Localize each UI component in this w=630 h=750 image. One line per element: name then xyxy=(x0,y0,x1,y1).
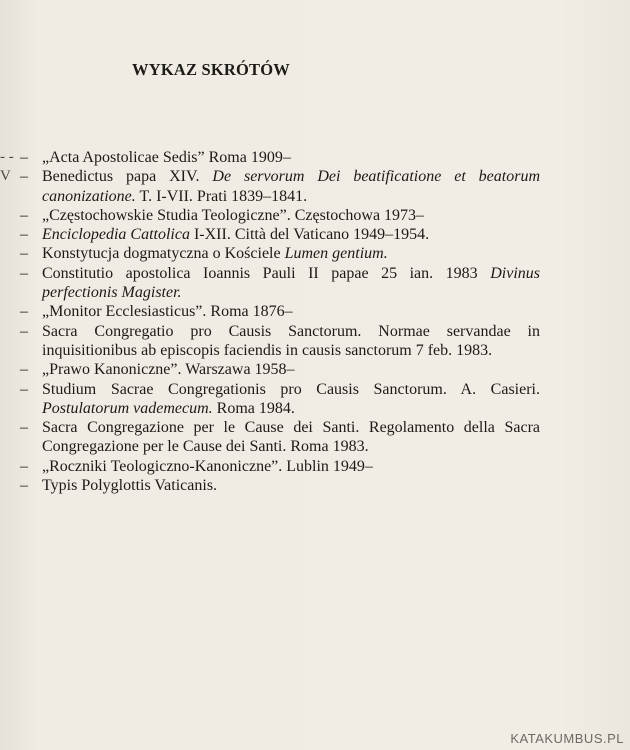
abbreviation-entry xyxy=(20,167,540,206)
abbreviation-entry xyxy=(20,322,540,361)
entry-text: T. I-VII. Prati 1839–1841. xyxy=(135,187,308,205)
abbreviation-entry xyxy=(20,457,540,476)
entry-text: Constitutio apostolica Ioannis Pauli II papae 25 ian. 1983 xyxy=(42,264,491,282)
entry-text-italic: Postulatorum vademecum. xyxy=(42,399,213,417)
entry-dash: – xyxy=(20,168,28,186)
entry-text: Benedictus papa XIV. xyxy=(42,168,213,186)
entry-text-italic: De servorum Dei beatificatione et beatorum canonizatione. xyxy=(42,168,541,205)
entry-text: „Prawo Kanoniczne”. Warszawa 1958– xyxy=(42,361,295,379)
entry-text: Konstytucja dogmatyczna o Kościele xyxy=(42,245,285,263)
entry-text-italic: Lumen gentium. xyxy=(284,245,388,263)
entry-dash: – xyxy=(20,264,28,282)
entry-dash: – xyxy=(20,477,28,495)
margin-stub-2: V xyxy=(0,168,11,184)
page-title: WYKAZ SKRÓTÓW xyxy=(132,60,290,79)
abbreviation-entry xyxy=(20,244,540,263)
entry-dash: – xyxy=(20,226,28,244)
entry-dash: – xyxy=(20,457,28,475)
entry-dash: – xyxy=(20,361,28,379)
entry-text: „Monitor Ecclesiasticus”. Roma 1876– xyxy=(42,303,293,321)
entry-text: Roma 1984. xyxy=(212,399,295,417)
abbreviation-entry xyxy=(20,225,540,244)
abbreviation-list xyxy=(20,148,540,495)
margin-stub-1: - - xyxy=(0,149,14,165)
abbreviation-entry xyxy=(20,380,540,419)
entry-dash: – xyxy=(20,322,28,340)
entry-dash: – xyxy=(20,206,28,224)
abbreviation-entry xyxy=(20,476,540,495)
entry-text: Typis Polyglottis Vaticanis. xyxy=(42,477,218,495)
entry-dash: – xyxy=(20,303,28,321)
entry-text: Sacra Congregatio pro Causis Sanctorum. Normae servandae in inquisitionibus ab episcopis faciendis in causis sanctorum 7 feb. 1983. xyxy=(42,322,540,359)
entry-text: Studium Sacrae Congregationis pro Causis Sanctorum. A. Casieri. xyxy=(42,380,540,398)
entry-dash: – xyxy=(20,380,28,398)
abbreviation-entry xyxy=(20,148,540,167)
abbreviation-entry xyxy=(20,264,540,303)
entry-text: „Acta Apostolicae Sedis” Roma 1909– xyxy=(42,149,291,166)
entry-text: I-XII. Città del Vaticano 1949–1954. xyxy=(189,226,430,244)
abbreviation-entry xyxy=(20,360,540,379)
entry-dash: – xyxy=(20,149,28,166)
entry-text: Sacra Congregazione per le Cause dei Santi. Regolamento della Sacra Congregazione per le Cause dei Santi. Roma 1983. xyxy=(42,419,540,456)
entry-dash: – xyxy=(20,245,28,263)
abbreviation-entry xyxy=(20,418,540,457)
abbreviation-entry xyxy=(20,206,540,225)
entry-text-italic: Enciclopedia Cattolica xyxy=(42,226,190,244)
watermark: KATAKUMBUS.PL xyxy=(510,731,624,746)
entry-dash: – xyxy=(20,419,28,437)
entry-text-italic: Divinus perfectionis Magister. xyxy=(42,264,540,302)
entry-text: „Częstochowskie Studia Teologiczne”. Częstochowa 1973– xyxy=(42,206,425,224)
abbreviation-entry xyxy=(20,302,540,321)
entry-text: „Roczniki Teologiczno-Kanoniczne”. Lublin 1949– xyxy=(42,457,373,475)
